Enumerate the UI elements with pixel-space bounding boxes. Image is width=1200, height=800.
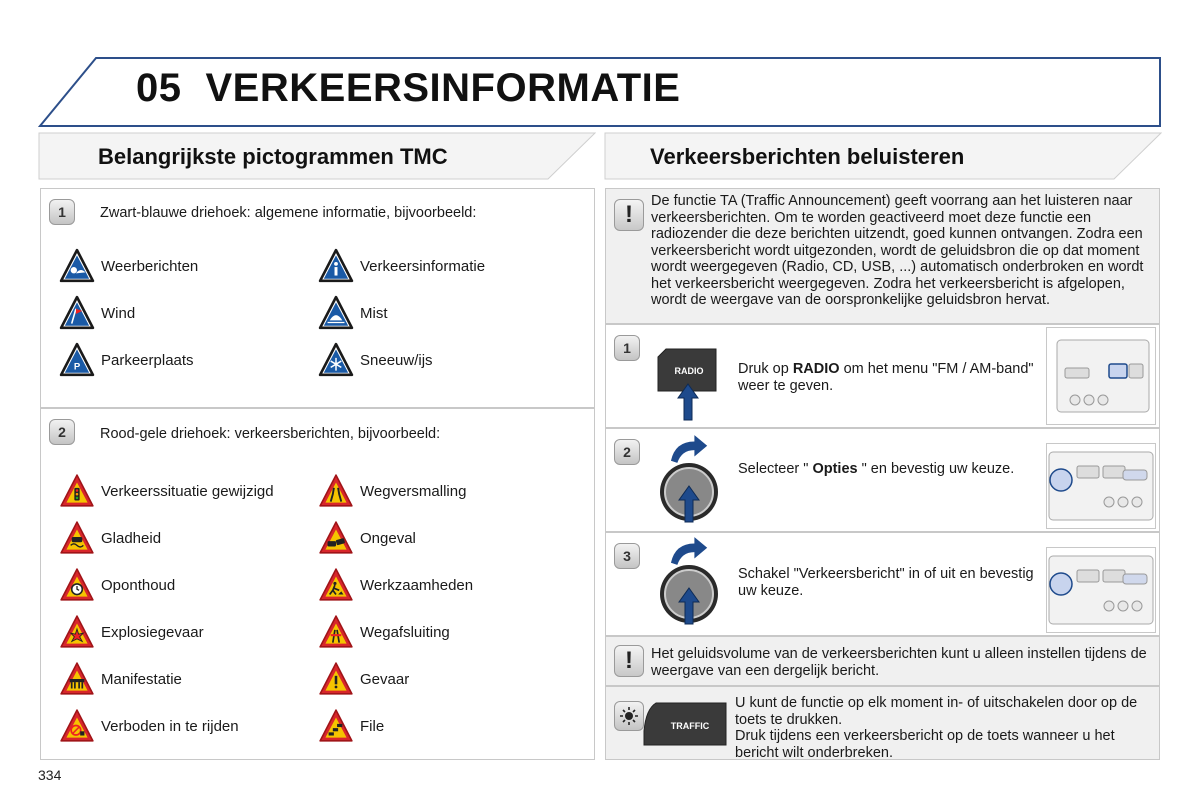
press-arrow-icon [676,381,700,423]
page-number: 334 [38,767,62,783]
title-banner [38,56,1162,128]
fog-icon [318,295,354,331]
ta-function-note [605,188,1160,324]
pictogram-traffic-info [318,248,485,284]
pictogram-parking [59,342,194,378]
pictogram-label: Verkeersinformatie [360,257,486,275]
right-section-heading [604,132,1162,180]
pictogram-weather [59,248,198,284]
section-1-intro: Zwart-blauwe driehoek: algemene informatie, bijvoorbeeld: [100,205,477,221]
left-section-heading [38,132,596,180]
no-entry-icon [59,708,95,744]
left-heading-label: Belangrijkste pictogrammen TMC [98,144,448,169]
slippery-icon [59,520,95,556]
radio-panel-image [1046,327,1156,425]
volume-note [605,636,1160,686]
press-arrow-icon [677,585,701,627]
right-heading-label: Verkeersberichten beluisteren [650,144,965,169]
pictogram-delay [59,567,175,603]
step-1-text: Druk op RADIO om het menu "FM / AM-band" weer te geven. [738,361,1034,394]
svg-text:P: P [73,361,81,373]
explosion-icon [59,614,95,650]
pictogram-label: Mist [360,304,388,322]
section-2-badge: 2 [49,419,75,445]
step-1-row [605,324,1160,428]
step-2-row [605,428,1160,532]
step-1-badge: 1 [614,335,640,361]
exclamation-icon: ! [614,645,644,677]
pictogram-label: File [360,717,385,735]
section-2-intro: Rood-gele driehoek: verkeersberichten, bijvoorbeeld: [100,426,441,442]
pictogram-slippery [59,520,161,556]
pictogram-label: Wegafsluiting [360,623,450,641]
toggle-panel-image [1046,547,1156,633]
step-2-text: Selecteer " Opties " en bevestig uw keuze. [738,461,1015,477]
pictogram-roadworks [318,567,473,603]
general-info-box [40,188,595,408]
road-narrows-icon [318,473,354,509]
traffic-jam-icon [318,708,354,744]
pictogram-accident [318,520,416,556]
tip-text-2: Druk tijdens een verkeersbericht op de toets wanneer u het bericht wilt onderbreken. [735,728,1115,761]
pictogram-label: Wind [101,304,136,322]
pictogram-danger [318,661,409,697]
weather-icon [59,248,95,284]
page-title [136,66,680,111]
pictogram-label: Gevaar [360,670,410,688]
snow-icon [318,342,354,378]
pictogram-road-closed [318,614,450,650]
delay-icon [59,567,95,603]
traffic-button-tip [605,686,1160,760]
pictogram-label: Parkeerplaats [101,351,194,369]
parking-icon [59,342,95,378]
chapter-number: 05 [136,66,182,110]
tip-light-icon [614,701,644,731]
pictogram-explosion [59,614,204,650]
radio-button-label: RADIO [674,366,704,376]
press-arrow-icon [677,483,701,525]
step-3-text: Schakel "Verkeersbericht" in of uit en bevestig uw keuze. [738,566,1034,599]
pictogram-label: Oponthoud [101,576,176,594]
chapter-title: VERKEERSINFORMATIE [205,66,681,110]
pictogram-label: Werkzaamheden [360,576,474,594]
pictogram-demonstration [59,661,182,697]
danger-icon [318,661,354,697]
pictogram-label: Weerberichten [101,257,199,275]
road-closed-icon [318,614,354,650]
pictogram-fog [318,295,388,331]
accident-icon [318,520,354,556]
pictogram-road-narrows [318,473,466,509]
volume-note-text: Het geluidsvolume van de verkeersberichten kunt u alleen instellen tijdens de weergave van een dergelijk bericht. [651,646,1147,679]
wind-icon [59,295,95,331]
pictogram-no-entry [59,708,239,744]
pictogram-label: Sneeuw/ijs [360,351,433,369]
info-icon [318,248,354,284]
traffic-messages-box [40,408,595,760]
roadworks-icon [318,567,354,603]
pictogram-traffic-changed [59,473,274,509]
step-2-badge: 2 [614,439,640,465]
pictogram-label: Wegversmalling [360,482,467,500]
step-3-badge: 3 [614,543,640,569]
pictogram-label: Ongeval [360,529,416,547]
pictogram-wind [59,295,135,331]
traffic-button[interactable] [642,701,728,752]
section-1-badge: 1 [49,199,75,225]
pictogram-traffic-jam [318,708,384,744]
pictogram-label: Explosiegevaar [101,623,204,641]
pictogram-label: Verboden in te rijden [101,717,239,735]
traffic-button-label: TRAFFIC [670,721,710,731]
exclamation-icon: ! [614,199,644,231]
step-3-row [605,532,1160,636]
pictogram-label: Verkeerssituatie gewijzigd [101,482,274,500]
tip-text-1: U kunt de functie op elk moment in- of uitschakelen door op de toets te drukken. [735,695,1138,728]
demonstration-icon [59,661,95,697]
pictogram-snow [318,342,433,378]
ta-function-text: De functie TA (Traffic Announcement) geeft voorrang aan het luisteren naar verkeersberichten. Om te worden geactiveerd moet deze functie een radiozender die deze berichten uitzendt, goed kunnen ontvangen. Zodra een verkeersbericht wordt uitgezonden, wordt de geluidsbron die op dat moment wordt weergegeven (Radio, CD, USB, ...) automatisch onderbroken en wordt het verkeersbericht weergegeven. Zodra het verkeersbericht is afgelopen, wordt de weergave van de oorspronkelijke geluidsbron hervat. [651,193,1144,308]
traffic-light-icon [59,473,95,509]
options-panel-image [1046,443,1156,529]
pictogram-label: Gladheid [101,529,162,547]
pictogram-label: Manifestatie [101,670,182,688]
